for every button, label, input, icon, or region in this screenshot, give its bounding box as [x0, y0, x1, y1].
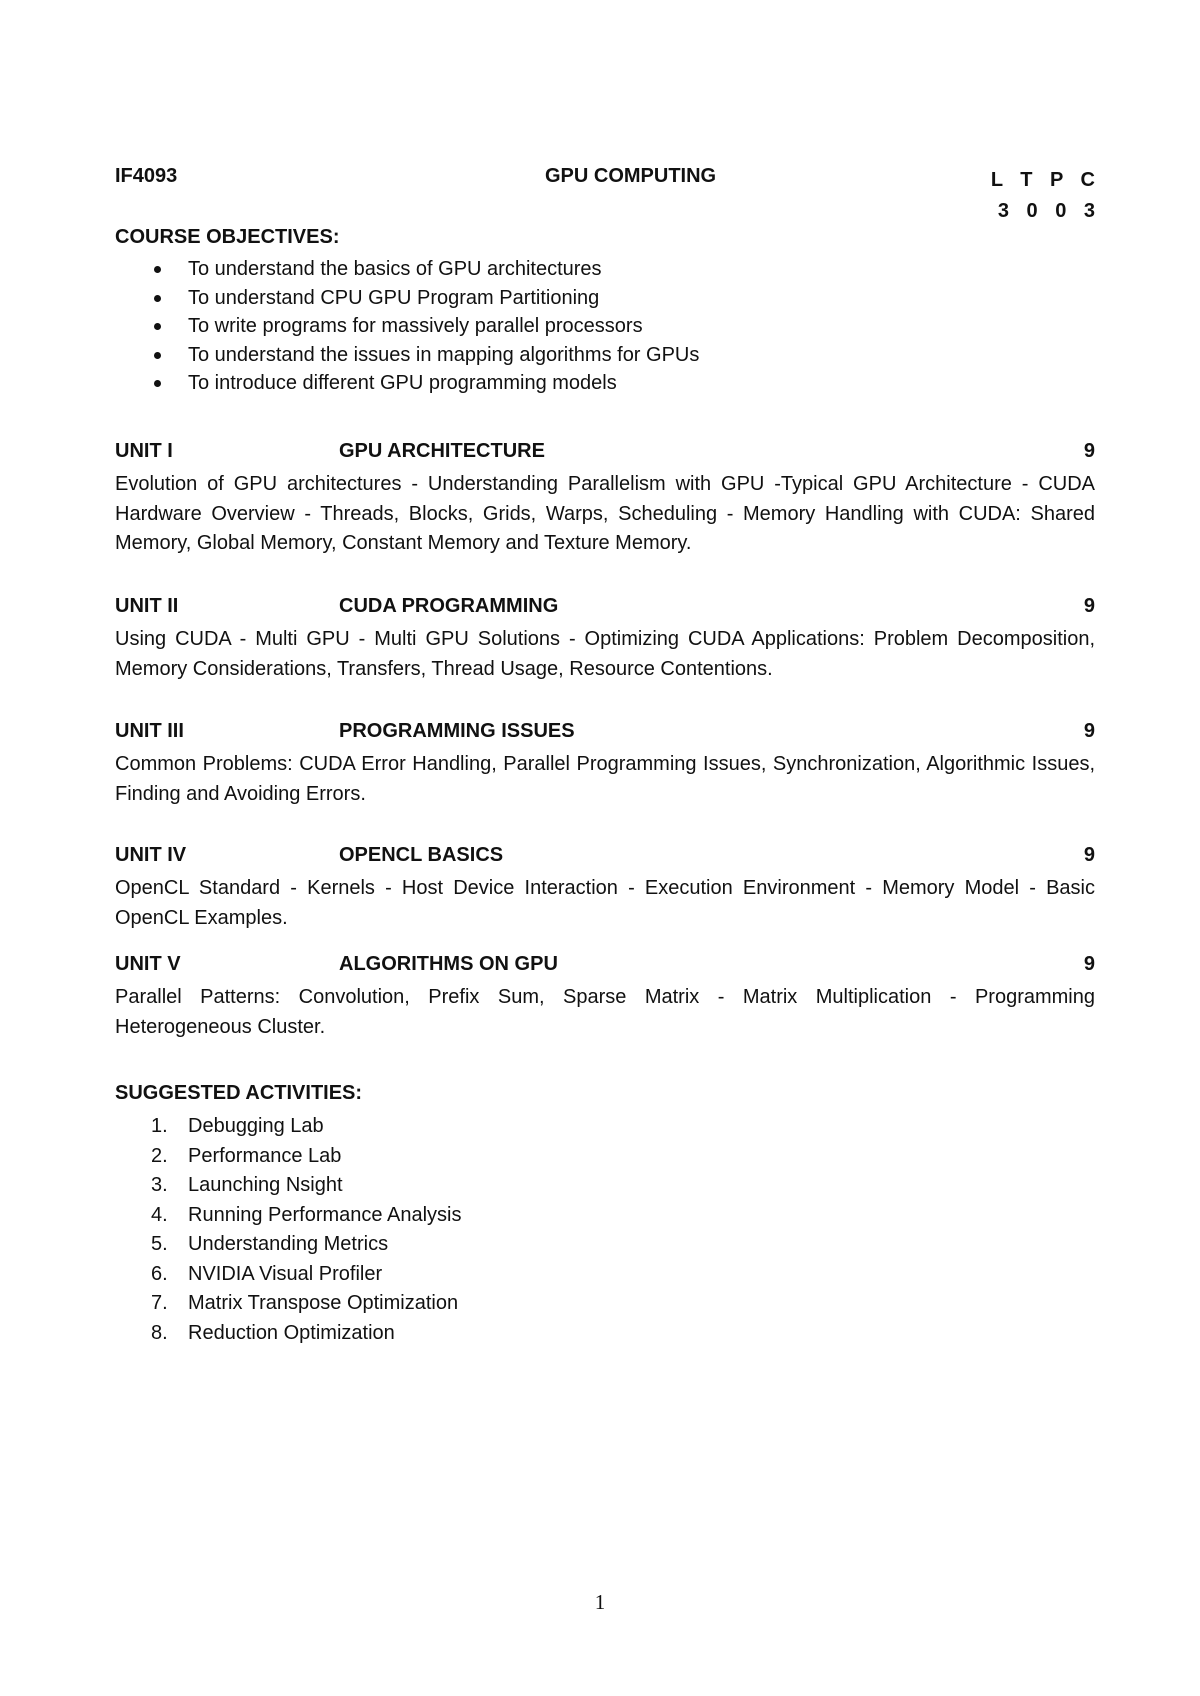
unit-hours: 9	[1083, 720, 1095, 742]
unit-name: UNIT IV	[115, 844, 187, 866]
unit-hours: 9	[1083, 440, 1095, 462]
unit-hours: 9	[1083, 953, 1095, 975]
list-item: To understand the basics of GPU architectures	[115, 255, 699, 284]
activities-heading: SUGGESTED ACTIVITIES:	[115, 1082, 363, 1104]
page-number: 1	[594, 1590, 606, 1614]
unit-name: UNIT II	[115, 595, 179, 617]
list-item: 4. Running Performance Analysis	[151, 1203, 462, 1226]
bullet-icon	[154, 380, 161, 387]
unit-title: GPU ARCHITECTURE	[339, 440, 545, 462]
unit-heading	[115, 844, 1095, 874]
unit-4	[115, 844, 1095, 933]
bullet-icon	[154, 266, 161, 273]
unit-body: Evolution of GPU architectures - Understanding Parallelism with GPU -Typical GPU Architecture - CUDA Hardware Overview - Threads, Blocks, Grids, Warps, Scheduling - Memory Handling with CUDA: Shared Memory, Global Memory, Constant Memory and Texture Memory.	[115, 473, 1095, 554]
objectives-heading: COURSE OBJECTIVES:	[115, 226, 340, 248]
list-item: To write programs for massively parallel processors	[115, 312, 699, 341]
unit-name: UNIT V	[115, 953, 181, 975]
objectives-list	[115, 255, 699, 398]
list-item: 8. Reduction Optimization	[151, 1321, 395, 1344]
ltpc-labels: L T P C	[990, 169, 1101, 191]
unit-heading	[115, 440, 1095, 470]
unit-body: Parallel Patterns: Convolution, Prefix Sum, Sparse Matrix - Matrix Multiplication - Programming Heterogeneous Cluster.	[115, 986, 1095, 1038]
list-item: 2. Performance Lab	[151, 1144, 342, 1167]
unit-title: CUDA PROGRAMMING	[339, 595, 559, 617]
list-item: 7. Matrix Transpose Optimization	[151, 1292, 459, 1314]
bullet-icon	[154, 323, 161, 330]
list-item: To introduce different GPU programming models	[115, 369, 699, 398]
unit-title: PROGRAMMING ISSUES	[339, 720, 575, 742]
unit-name: UNIT I	[115, 440, 173, 462]
unit-heading	[115, 953, 1095, 983]
unit-3	[115, 720, 1095, 809]
unit-hours: 9	[1083, 595, 1095, 617]
ltpc-values: 3 0 0 3	[997, 200, 1101, 222]
unit-heading	[115, 720, 1095, 750]
unit-1	[115, 440, 1095, 559]
activities-list	[115, 1112, 461, 1348]
list-item: To understand the issues in mapping algorithms for GPUs	[115, 341, 699, 370]
unit-title: OPENCL BASICS	[339, 844, 504, 866]
unit-title: ALGORITHMS ON GPU	[339, 953, 558, 975]
course-code: IF4093	[115, 165, 178, 187]
unit-5	[115, 953, 1095, 1042]
list-item: To understand CPU GPU Program Partitioning	[115, 284, 699, 313]
unit-2	[115, 595, 1095, 684]
unit-heading	[115, 595, 1095, 625]
list-item: 3. Launching Nsight	[151, 1174, 343, 1196]
unit-body: OpenCL Standard - Kernels - Host Device Interaction - Execution Environment - Memory Model - Basic OpenCL Examples.	[115, 877, 1095, 929]
course-header	[115, 165, 1101, 225]
ltpc-block	[991, 165, 1101, 227]
bullet-icon	[154, 352, 161, 359]
list-item: 5. Understanding Metrics	[151, 1233, 389, 1255]
unit-hours: 9	[1083, 844, 1095, 866]
bullet-icon	[154, 295, 161, 302]
unit-body: Common Problems: CUDA Error Handling, Parallel Programming Issues, Synchronization, Algorithmic Issues, Finding and Avoiding Errors.	[115, 753, 1095, 805]
list-item: 1. Debugging Lab	[151, 1115, 324, 1137]
course-title: GPU COMPUTING	[545, 165, 717, 187]
unit-name: UNIT III	[115, 720, 184, 742]
list-item: 6. NVIDIA Visual Profiler	[151, 1262, 383, 1285]
syllabus-page	[115, 0, 1101, 1696]
unit-body: Using CUDA - Multi GPU - Multi GPU Solutions - Optimizing CUDA Applications: Problem Decomposition, Memory Considerations, Transfers, Thread Usage, Resource Contentions.	[115, 628, 1095, 680]
